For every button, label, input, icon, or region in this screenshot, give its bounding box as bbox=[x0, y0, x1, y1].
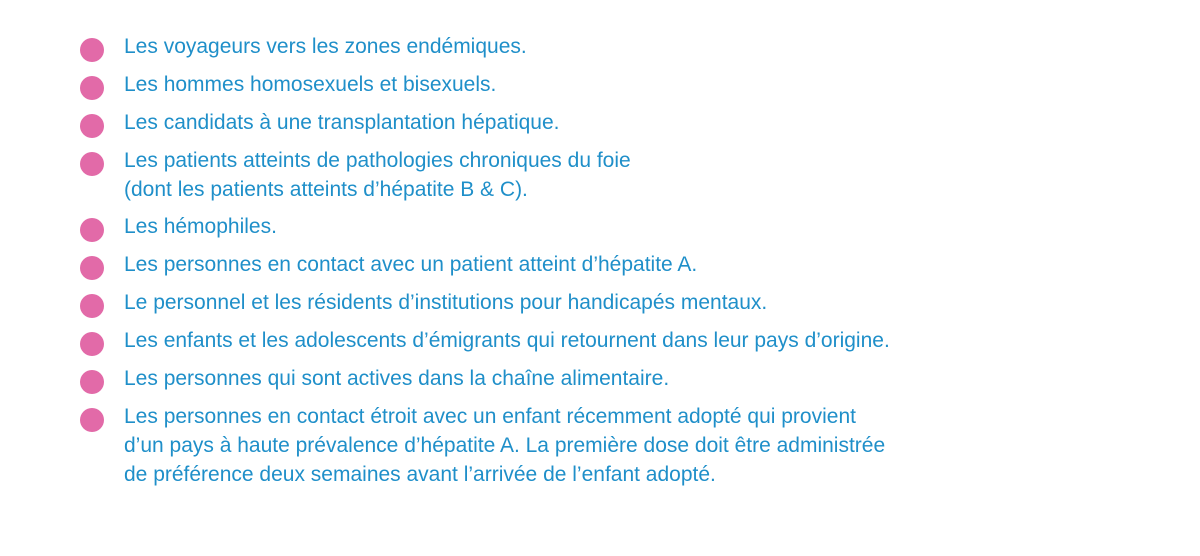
bullet-dot-icon bbox=[80, 114, 104, 138]
bullet-dot-icon bbox=[80, 408, 104, 432]
list-item-text: Les personnes qui sont actives dans la chaîne alimentaire. bbox=[124, 367, 670, 390]
list-item bbox=[80, 146, 1170, 204]
list-item-text: Les patients atteints de pathologies chroniques du foie (dont les patients atteints d’hépatite B & C). bbox=[124, 149, 631, 201]
list-item-text: Le personnel et les résidents d’institutions pour handicapés mentaux. bbox=[124, 291, 768, 314]
bullet-dot-icon bbox=[80, 38, 104, 62]
list-item-text: Les hommes homosexuels et bisexuels. bbox=[124, 73, 497, 96]
bullet-dot-icon bbox=[80, 370, 104, 394]
list-item-text: Les hémophiles. bbox=[124, 215, 277, 238]
list-item bbox=[80, 250, 1170, 280]
list-item-text: Les personnes en contact avec un patient atteint d’hépatite A. bbox=[124, 253, 698, 276]
list-item bbox=[80, 212, 1170, 242]
bullet-dot-icon bbox=[80, 76, 104, 100]
bullet-list bbox=[80, 32, 1170, 497]
bullet-dot-icon bbox=[80, 152, 104, 176]
list-item bbox=[80, 108, 1170, 138]
list-item-text: Les enfants et les adolescents d’émigrants qui retournent dans leur pays d’origine. bbox=[124, 329, 890, 352]
list-item bbox=[80, 326, 1170, 356]
bullet-dot-icon bbox=[80, 256, 104, 280]
bullet-dot-icon bbox=[80, 294, 104, 318]
list-item-text: Les personnes en contact étroit avec un enfant récemment adopté qui provient d’un pays à haute prévalence d’hépatite A. La première dose doit être administrée de préférence deux semaines avant l’arrivée de l’enfant adopté. bbox=[124, 405, 886, 486]
bullet-dot-icon bbox=[80, 332, 104, 356]
list-item bbox=[80, 402, 1170, 489]
list-item bbox=[80, 70, 1170, 100]
bullet-dot-icon bbox=[80, 218, 104, 242]
list-item bbox=[80, 288, 1170, 318]
list-item bbox=[80, 32, 1170, 62]
list-item-text: Les candidats à une transplantation hépatique. bbox=[124, 111, 560, 134]
list-item bbox=[80, 364, 1170, 394]
list-item-text: Les voyageurs vers les zones endémiques. bbox=[124, 35, 527, 58]
